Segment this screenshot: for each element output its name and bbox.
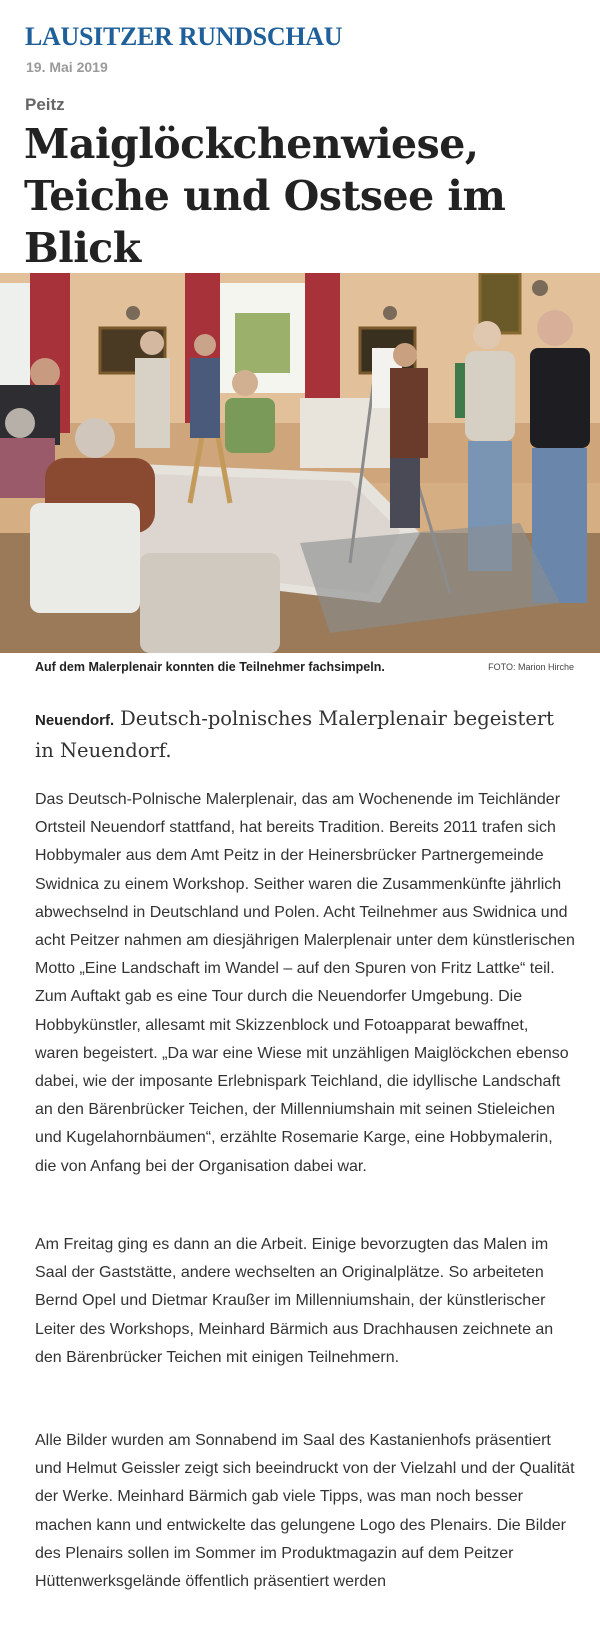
lead-text: Deutsch-polnisches Malerplenair begeistert in Neuendorf. — [35, 707, 555, 762]
article-headline: Maiglöckchenwiese, Teiche und Ostsee im Blick — [24, 120, 506, 272]
body-paragraph-3: Alle Bilder wurden am Sonnabend im Saal des Kastanienhofs präsentiert und Helmut Geissler zeigt sich beeindruckt von der Vielzahl und der Qualität der Werke. Meinhard Bärmich gab viele Tipps, was man noch besser machen kann und entwickelte das gelungene Logo des Plenairs. Die Bilder des Plenairs sollen im Sommer im Produktmagazin auf dem Peitzer Hüttenwerksgelände öffentlich präsentiert werden — [35, 1432, 575, 1591]
lead-dateline: Neuendorf. — [35, 712, 115, 729]
publish-date: 19. Mai 2019 — [26, 59, 108, 75]
article-photo — [0, 273, 600, 653]
masthead-logo[interactable]: LAUSITZER RUNDSCHAU — [25, 22, 343, 51]
body-paragraph-2: Am Freitag ging es dann an die Arbeit. Einige bevorzugten das Malen im Saal der Gaststätte, andere wechselten an Originalplätze. So arbeiteten Bernd Opel und Dietmar Kraußer im Millenniumshain, der künstlerischer Leiter des Workshops, Meinhard Bärmich aus Drachhausen zeichnete an den Bärenbrücker Teichen mit einigen Teilnehmern. — [35, 1236, 554, 1366]
article-kicker: Peitz — [25, 95, 65, 114]
photo-caption: Auf dem Malerplenair konnten die Teilnehmer fachsimpeln. — [35, 660, 385, 674]
photo-credit: FOTO: Marion Hirche — [488, 662, 574, 672]
article-lead — [35, 704, 555, 766]
body-paragraph-1: Das Deutsch-Polnische Malerplenair, das am Wochenende im Teichländer Ortsteil Neuendorf stattfand, hat bereits Tradition. Bereits 2011 trafen sich Hobbymaler aus dem Amt Peitz in der Heinersbrücker Partnergemeinde Swidnica zu einem Workshop. Seither waren die Zusammenkünfte jährlich abwechselnd in Deutschland und Polen. Acht Teilnehmer aus Swidnica und acht Peitzer nahmen am diesjährigen Malerplenair unter dem künstlerischen Motto „Eine Landschaft im Wandel – auf den Spuren von Fritz Lattke“ teil. Zum Auftakt gab es eine Tour durch die Neuendorfer Umgebung. Die Hobbykünstler, allesamt mit Skizzenblock und Fotoapparat bewaffnet, waren begeistert. „Da war eine Wiese mit unzähligen Maiglöckchen ebenso dabei, wie der imposante Erlebnispark Teichland, die idyllische Landschaft an den Bärenbrücker Teichen, der Millenniumshain mit seinen Stieleichen und Kugelahornbäumen“, erzählte Rosemarie Karge, eine Hobbymalerin, die von Anfang bei der Organisation dabei war. — [35, 791, 575, 1175]
photo-painting-workshop — [0, 273, 600, 653]
